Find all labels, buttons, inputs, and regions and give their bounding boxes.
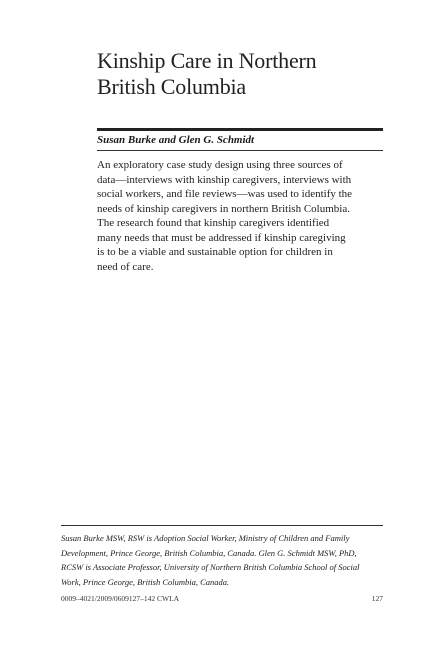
title-divider: [97, 128, 383, 131]
abstract-line: An exploratory case study design using three sources of: [97, 159, 343, 171]
issn-code: 0009–4021/2009/0609127–142 CWLA: [61, 594, 180, 603]
title-line: Kinship Care in Northern: [97, 48, 317, 73]
abstract-line: need of care.: [97, 260, 154, 273]
footnote-divider: [61, 525, 383, 526]
abstract: [97, 158, 383, 274]
footnote-line: Development, Prince George, British Columbia, Canada. Glen G. Schmidt MSW, PhD,: [61, 547, 357, 558]
author-footnote: [61, 531, 383, 589]
abstract-line: The research found that kinship caregivers identified: [97, 217, 330, 229]
author-divider: [97, 150, 383, 151]
author-names: Susan Burke and Glen G. Schmidt: [97, 134, 255, 146]
title-line: British Columbia: [97, 74, 246, 99]
footnote-line: Susan Burke MSW, RSW is Adoption Social Worker, Ministry of Children and Family: [61, 533, 350, 543]
abstract-line: needs of kinship caregivers in northern British Columbia.: [97, 202, 350, 215]
article-title: [97, 48, 397, 100]
page-number: 127: [371, 594, 383, 603]
abstract-line: data—interviews with kinship caregivers, interviews with: [97, 173, 352, 186]
abstract-line: social workers, and file reviews—was used to identify the: [97, 188, 353, 200]
abstract-line: is to be a viable and sustainable option for children in: [97, 246, 333, 258]
footnote-line: Work, Prince George, British Columbia, Canada.: [61, 576, 230, 587]
abstract-line: many needs that must be addressed if kinship caregiving: [97, 231, 346, 244]
footnote-line: RCSW is Associate Professor, University of Northern British Columbia School of Social: [61, 562, 360, 572]
